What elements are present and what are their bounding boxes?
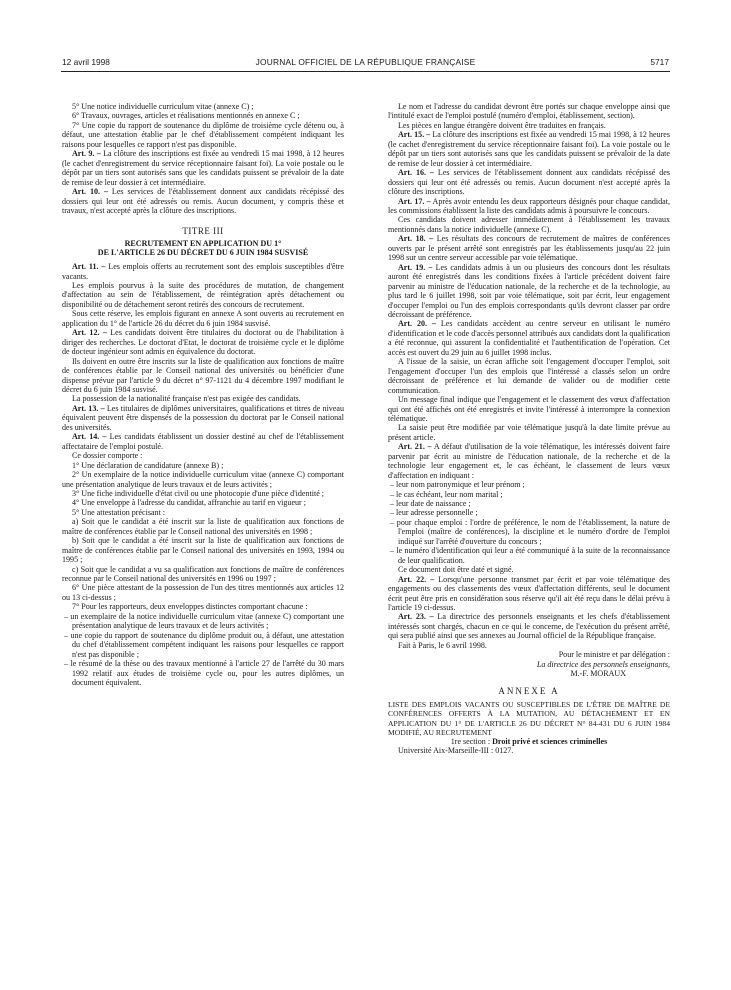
list-item: – le numéro d'identification qui leur a été communiqué à la suite de la reconnaissance de leur qualification. xyxy=(390,546,670,565)
paragraph: Ce document doit être daté et signé. xyxy=(398,565,514,575)
article-text: La directrice des personnels enseignants et les chefs d'établissement intéressés sont chargés, chacun en ce qui le concerne, de l'exécution du présent arrêté, qui sera publié ainsi que ses annexes au Journal officiel de la République française. xyxy=(388,612,670,641)
article-17 xyxy=(388,197,670,216)
article-23 xyxy=(388,612,670,640)
header-page-number: 5717 xyxy=(650,57,669,67)
article-text: Les candidats doivent être titulaires du doctorat ou de l'habilitation à diriger des recherches. Le doctorat d'Etat, le doctorat de troisième cycle et le diplôme de docteur ingénieur sont admis en équivalence du doctorat. xyxy=(62,328,344,357)
article-11 xyxy=(62,262,344,281)
article-21 xyxy=(388,442,670,480)
paragraph: Ce dossier comporte : xyxy=(72,451,143,461)
article-heading: Art. 16. – xyxy=(398,168,434,178)
article-heading: Art. 20. – xyxy=(398,319,436,329)
article-text: Les services de l'établissement donnent aux candidats récépissé des dossiers qui leur ont été adressés ou remis. Aucun document n'est accepté après la clôture des inscriptions. xyxy=(388,168,670,197)
list-item: – leur nom patronymique et leur prénom ; xyxy=(390,480,525,490)
article-text: Après avoir entendu les deux rapporteurs désignés pour chaque candidat, les commissions établissent la liste des candidats admis à poursuivre le concours. xyxy=(388,196,670,215)
list-item: – pour chaque emploi : l'ordre de préférence, le nom de l'établissement, la nature de l'emploi (maître de conférences), la discipline et le numéro d'ordre de l'emploi indiqué sur l'arrêté d'ouverture du concours ; xyxy=(390,517,670,546)
list-item: – leur date de naissance ; xyxy=(390,499,471,509)
list-item: – le cas échéant, leur nom marital ; xyxy=(390,489,503,499)
article-heading: Art. 10. – xyxy=(72,187,108,197)
dossier-item: 4° Une enveloppe à l'adresse du candidat, affranchie au tarif en vigueur ; xyxy=(72,498,306,508)
paragraph: Sous cette réserve, les emplois figurant en annexe A sont ouverts au recrutement en application du 1° de l'article 26 du décret du 6 juin 1984 susvisé. xyxy=(62,309,344,328)
paragraph: 6° Travaux, ouvrages, articles et réalisations mentionnés en annexe C ; xyxy=(72,111,300,121)
article-heading: Art. 9. – xyxy=(72,149,101,159)
paragraph: Le nom et l'adresse du candidat devront être portés sur chaque enveloppe ainsi que l'intitulé exact de l'emploi postulé (numéro d'emploi, établissement, section). xyxy=(388,102,670,121)
signature-line: Pour le ministre et par délégation : xyxy=(558,650,670,660)
article-text: Les candidats établissent un dossier destiné au chef de l'établissement affectataire de l'emploi postulé. xyxy=(62,432,345,451)
dossier-item: 6° Une pièce attestant de la possession de l'un des titres mentionnés aux articles 12 ou 13 ci-dessus ; xyxy=(62,583,344,602)
paragraph: Les pièces en langue étrangère doivent être traduites en français. xyxy=(398,120,606,130)
paragraph: Les emplois pourvus à la suite des procédures de mutation, de changement d'affectation au sein de l'établissement, de réintégration après détachement ou disponibilité ou de détachement seront retirés des concours de recrutement. xyxy=(62,280,344,309)
article-15 xyxy=(388,130,670,168)
annex-list-title: LISTE DES EMPLOIS VACANTS OU SUSCEPTIBLES DE L'ÊTRE DE MAÎTRE DE CONFÉRENCES OFFERTS À LA MUTATION, AU DÉTACHEMENT ET EN APPLICATION DU 1° DE L'ARTICLE 26 DU DÉCRET N° 84-431 DU 6 JUIN 1984 MODIFIÉ, AU RECRUTEMENT xyxy=(388,700,670,737)
paragraph: La saisie peut être modifiée par voie télématique jusqu'à la date limite prévue au présent article. xyxy=(388,423,670,442)
article-19 xyxy=(388,263,670,320)
dossier-dash-item: – un exemplaire de la notice individuelle curriculum vitae (annexe C) comportant une présentation analytique de leurs travaux et de leurs activités ; xyxy=(64,611,344,631)
article-12 xyxy=(62,328,344,356)
article-text: Lorsqu'une personne transmet par écrit et par voie télématique des engagements ou des classements des vœux d'affectation différents, seul le document écrit peut être pris en considération sous réserve qu'il ait été reçu dans le délai prévu à l'article 19 ci-dessus. xyxy=(388,574,670,613)
article-text: La clôture des inscriptions est fixée au vendredi 15 mai 1998, à 12 heures (le cachet d'enregistrement du service réceptionnaire faisant foi). La voie postale ou le dépôt par un tiers sont autorisés sans que les candidats puissent se prévaloir de la date de remise de leur dossier à cet intermédiaire. xyxy=(62,149,344,187)
article-heading: Art. 23. – xyxy=(398,612,434,622)
article-text: La clôture des inscriptions est fixée au vendredi 15 mai 1998, à 12 heures (le cachet d'enregistrement du service réceptionnaire faisant foi). La voie postale ou le dépôt par un tiers sont autorisés sans que les candidats puissent se prévaloir de la date de remise de leur dossier à cet intermédiaire. xyxy=(388,130,670,168)
signature-name: M.-F. MORAUX xyxy=(570,669,626,679)
section-heading xyxy=(388,737,670,746)
article-text: A défaut d'utilisation de la voie télématique, les intéressés doivent faire parvenir par écrit au ministre de l'éducation nationale, de la recherche et de la technologie leur engagement et, le cas échéant, le classement de leurs vœux d'affectation en indiquant : xyxy=(388,442,670,480)
signature-title: La directrice des personnels enseignants, xyxy=(536,659,670,669)
article-heading: Art. 13. – xyxy=(72,403,105,413)
titre-heading: TITRE III xyxy=(182,226,224,237)
article-22 xyxy=(388,575,670,613)
article-heading: Art. 21. – xyxy=(398,442,432,452)
article-13 xyxy=(62,404,344,432)
section-name: Droit privé et sciences criminelles xyxy=(490,736,608,746)
paragraph: A l'issue de la saisie, un écran affiche soit l'engagement d'occuper l'emploi, soit l'engagement d'occuper l'un des emplois que l'intéressé a classés selon un ordre décroissant de préférence et lui demande de valider ou de modifier cette communication. xyxy=(388,357,670,395)
header-rule xyxy=(61,71,670,72)
article-18 xyxy=(388,234,670,262)
left-column xyxy=(62,102,344,687)
dossier-item: 7° Pour les rapporteurs, deux enveloppes distinctes comportant chacune : xyxy=(72,602,308,612)
paragraph: Ces candidats doivent adresser immédiatement à l'établissement les travaux mentionnés dans la notice individuelle (annexe C). xyxy=(388,215,670,234)
article-text: Les services de l'établissement donnent aux candidats récépissé des dossiers qui leur ont été adressés ou remis. Aucun document, y compris thèse et travaux, n'est accepté après la clôture des inscriptions. xyxy=(62,187,344,215)
page-header xyxy=(0,57,731,71)
article-text: Les emplois offerts au recrutement sont des emplois susceptibles d'être vacants. xyxy=(62,262,344,281)
article-20 xyxy=(388,319,670,357)
article-heading: Art. 18. – xyxy=(398,234,434,244)
header-date: 12 avril 1998 xyxy=(62,57,110,67)
dossier-item: 3° Une fiche individuelle d'état civil ou une photocopie d'une pièce d'identité ; xyxy=(72,488,325,498)
article-text: Les candidats admis à un ou plusieurs des concours dont les résultats auront été enregistrés dans les conditions fixées à l'article précédent doivent faire parvenir au ministre de l'éducation nationale, de la recherche et de la technologie, au plus tard le 6 juillet 1998, soit par voie télématique, soit par écrit, leur engagement d'occuper l'emploi ou l'un des emplois correspondants qu'ils devront classer par ordre décroissant de préférence. xyxy=(388,262,670,319)
article-heading: Art. 12. – xyxy=(72,328,107,338)
date-line: Fait à Paris, le 6 avril 1998. xyxy=(398,640,487,650)
article-heading: Art. 15. – xyxy=(398,130,431,140)
titre-subheading xyxy=(62,239,344,258)
paragraph: 7° Une copie du rapport de soutenance du diplôme de troisième cycle détenu ou, à défaut, une attestation établie par le chef d'établissement compétent indiquant les raisons pour lesquelles ce rapport n'est pas disponible. xyxy=(62,120,344,149)
article-text: Les titulaires de diplômes universitaires, qualifications et titres de niveau équivalent peuvent être dispensés de la possession du doctorat par le Conseil national des universités. xyxy=(62,403,344,432)
article-heading: Art. 19. – xyxy=(398,262,433,272)
university-entry: Université Aix-Marseille-III : 0127. xyxy=(398,746,514,756)
article-text: Les candidats accèdent au centre serveur en utilisant le numéro d'identification et le code d'accès personnel attribués aux candidats dont la qualification a été reconnue, qui assurent la confidentialité et l'authentification de l'opération. Cet accès est ouvert du 29 juin au 6 juillet 1998 inclus. xyxy=(388,319,670,357)
dossier-item: 5° Une attestation précisant : xyxy=(72,507,166,517)
paragraph: 5° Une notice individuelle curriculum vitae (annexe C) ; xyxy=(72,102,254,111)
dossier-subitem: c) Soit que le candidat a vu sa qualification aux fonctions de maître de conférences reconnue par le Conseil national des universités en 1996 ou 1997 ; xyxy=(62,564,344,584)
list-item: – leur adresse personnelle ; xyxy=(390,508,478,518)
section-number: 1re section : xyxy=(450,736,491,746)
article-9 xyxy=(62,149,344,187)
article-10 xyxy=(62,187,344,215)
paragraph: La possession de la nationalité française n'est pas exigée des candidats. xyxy=(72,394,301,404)
dossier-dash-item: – le résumé de la thèse ou des travaux mentionné à l'article 27 de l'arrêté du 30 mars 1992 relatif aux études de troisième cycle ou, pour les autres diplômes, un document équivalent. xyxy=(64,659,344,688)
article-16 xyxy=(388,168,670,196)
paragraph: Un message final indique que l'engagement et le classement des vœux d'affectation qui ont été affichés ont été enregistrés et invite l'intéressé à interrompre la connexion télématique. xyxy=(388,395,670,423)
article-14 xyxy=(62,432,344,451)
titre-subheading-line: RECRUTEMENT EN APPLICATION DU 1° xyxy=(124,238,282,248)
right-column xyxy=(388,102,670,756)
dossier-subitem: a) Soit que le candidat a été inscrit sur la liste de qualification aux fonctions de maître de conférences établie par le Conseil national des universités en 1998 ; xyxy=(62,517,344,536)
dossier-subitem: b) Soit que le candidat a été inscrit sur la liste de qualification aux fonctions de maître de conférences établie par le Conseil national des universités en 1993, 1994 ou 1995 ; xyxy=(62,536,344,565)
article-heading: Art. 22. – xyxy=(398,574,435,584)
paragraph: Ils doivent en outre être inscrits sur la liste de qualification aux fonctions de maître de conférences établie par le Conseil national des universités ou bénéficier d'une dispense prévue par l'article 9 du décret n° 97-1121 du 4 décembre 1997 modifiant le décret du 6 juin 1984 susvisé. xyxy=(62,356,344,394)
titre-subheading-line: DE L'ARTICLE 26 DU DÉCRET DU 6 JUIN 1984 SUSVISÉ xyxy=(97,248,309,258)
dossier-item: 1° Une déclaration de candidature (annexe B) ; xyxy=(72,460,224,470)
article-heading: Art. 17. – xyxy=(398,196,431,206)
dossier-dash-item: – une copie du rapport de soutenance du diplôme produit ou, à défaut, une attestation du chef d'établissement compétent indiquant les raisons pour lesquelles ce rapport n'est pas disponible ; xyxy=(64,630,344,659)
header-journal-title: JOURNAL OFFICIEL DE LA RÉPUBLIQUE FRANÇAISE xyxy=(255,57,476,67)
article-heading: Art. 14. – xyxy=(72,432,107,442)
annex-heading: ANNEXE A xyxy=(498,685,560,696)
article-heading: Art. 11. – xyxy=(72,262,106,272)
dossier-item: 2° Un exemplaire de la notice individuelle curriculum vitae (annexe C) comportant une présentation analytique de leurs travaux et de leurs activités ; xyxy=(62,470,344,489)
article-text: Les résultats des concours de recrutement de maîtres de conférences ouverts par le présent arrêté sont enregistrés par les établissements jusqu'au 22 juin 1998 sur un centre serveur accessible par voie télématique. xyxy=(388,234,671,263)
